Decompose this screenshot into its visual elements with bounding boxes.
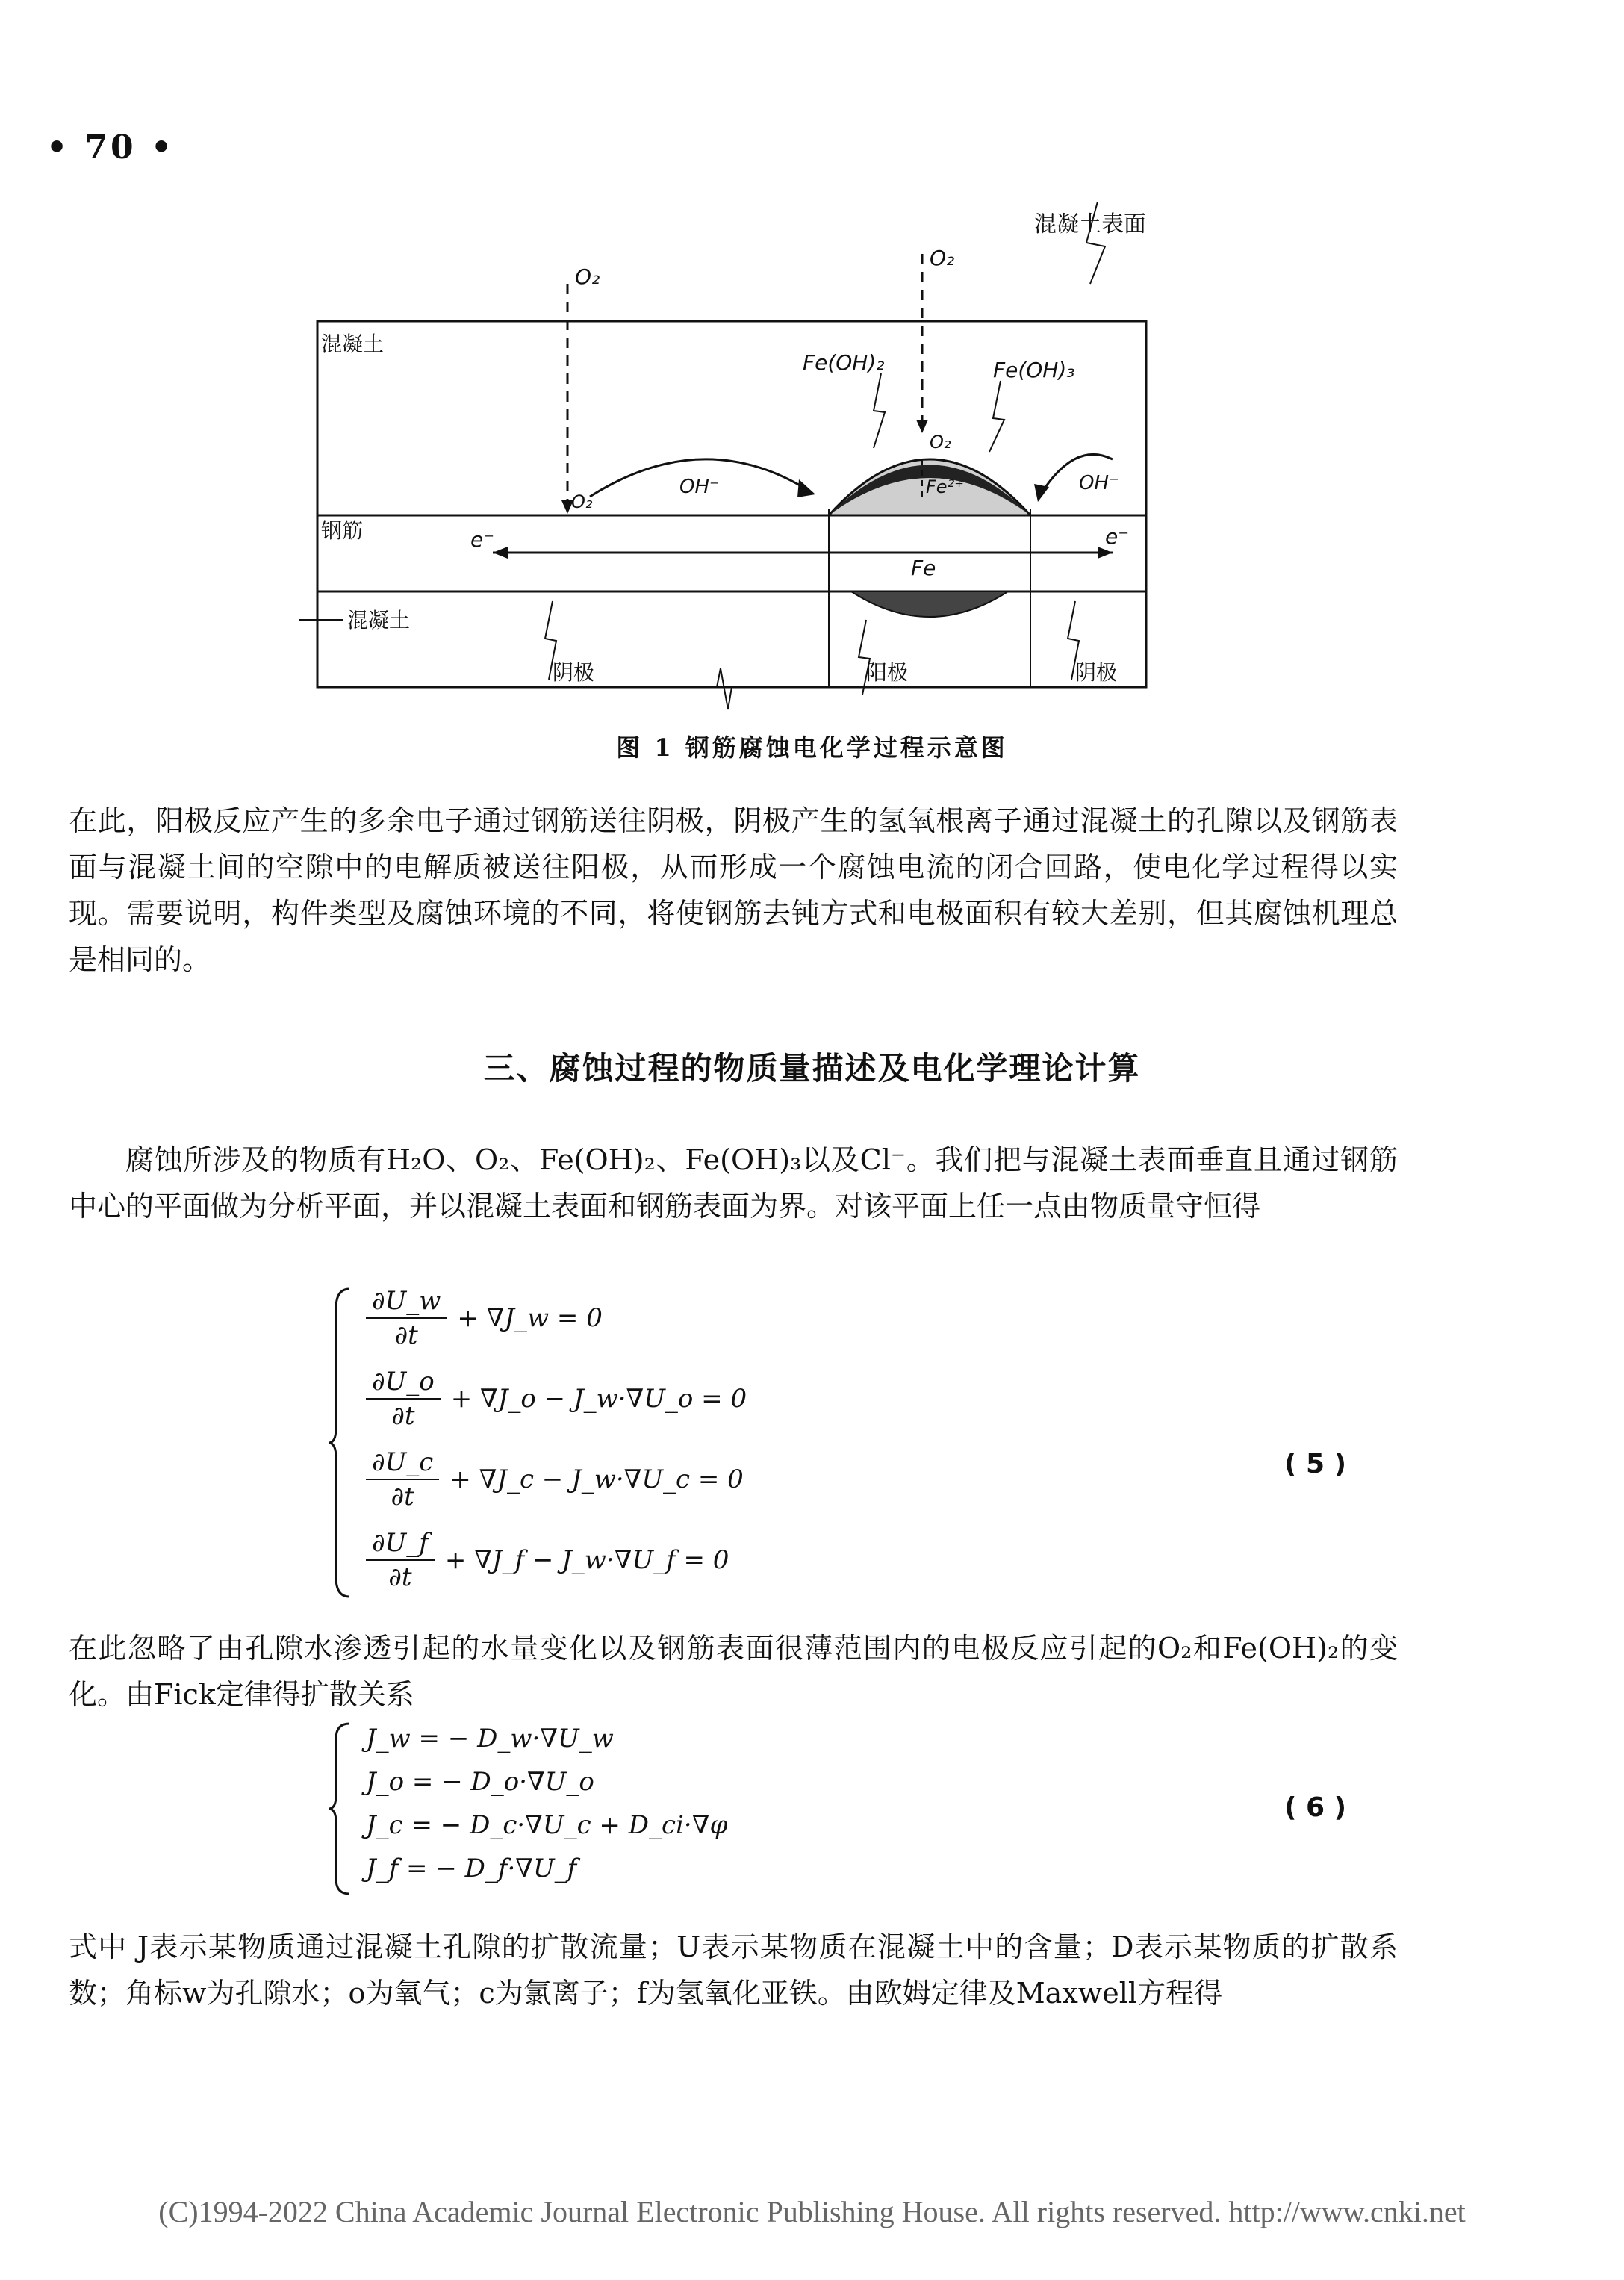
corrosion-diagram xyxy=(284,202,1180,799)
equation-6 xyxy=(329,1721,926,1897)
fraction: $\frac{\partial U\_w}{\partial t}$ xyxy=(366,1286,447,1350)
label-anode: 阳极 xyxy=(866,660,909,685)
break-mark xyxy=(717,668,732,709)
corrosion-pit xyxy=(851,591,1008,617)
o2-arrowhead-center xyxy=(916,420,928,433)
label-cathode-right: 阴极 xyxy=(1075,660,1118,685)
equation-6-number: ( 6 ) xyxy=(1284,1792,1347,1823)
label-rebar: 钢筋 xyxy=(321,518,364,543)
label-concrete-bottom: 混凝土 xyxy=(347,608,411,633)
equation-6-row: J_w = − D_w·∇U_w xyxy=(366,1724,614,1754)
equation-5-row: $\frac{\partial U\_o}{\partial t}$ + ∇J_o − J_w·∇U_o = 0 xyxy=(366,1367,747,1431)
label-fe2: Fe²⁺ xyxy=(926,476,964,497)
equation-5 xyxy=(329,1286,1075,1600)
label-o2-right: O₂ xyxy=(930,246,955,270)
fraction: $\frac{\partial U\_c}{\partial t}$ xyxy=(366,1447,439,1512)
equation-5-brace xyxy=(329,1286,351,1600)
label-o2-small-center: O₂ xyxy=(930,432,951,453)
electron-arrowhead-left xyxy=(493,547,508,559)
fraction: $\frac{\partial U\_f}{\partial t}$ xyxy=(366,1528,435,1592)
feoh3-leader xyxy=(989,381,1004,452)
paragraph-2: 腐蚀所涉及的物质有H₂O、O₂、Fe(OH)₂、Fe(OH)₃以及Cl⁻。我们把与混凝土表面垂直且通过钢筋中心的平面做为分析平面，并以混凝土表面和钢筋表面为界。对该平面上任一点由物质量守恒得 xyxy=(69,1143,1398,1223)
paragraph-1: 在此，阳极反应产生的多余电子通过钢筋送往阴极，阴极产生的氢氧根离子通过混凝土的孔隙以及钢筋表面与混凝土间的空隙中的电解质被送往阳极，从而形成一个腐蚀电流的闭合回路，使电化学过程得以实现。需要说明，构件类型及腐蚀环境的不同，将使钢筋去钝方式和电极面积有较大差别，但其腐蚀机理总是相同的。 xyxy=(69,804,1398,976)
equation-6-row: J_f = − D_f·∇U_f xyxy=(366,1854,577,1883)
label-concrete-top: 混凝土 xyxy=(321,332,385,356)
equation-6-brace xyxy=(329,1721,351,1897)
section-heading: 三、腐蚀过程的物质量描述及电化学理论计算 xyxy=(483,1050,1141,1087)
equation-5-number: ( 5 ) xyxy=(1284,1449,1347,1479)
page-number: • 70 • xyxy=(46,128,175,167)
label-e-left: e⁻ xyxy=(470,527,495,552)
equation-5-row: $\frac{\partial U\_f}{\partial t}$ + ∇J_f − J_w·∇U_f = 0 xyxy=(366,1528,729,1592)
fraction: $\frac{\partial U\_o}{\partial t}$ xyxy=(366,1367,441,1431)
oh-arrowhead-right xyxy=(1034,484,1049,502)
label-e-right: e⁻ xyxy=(1105,524,1130,549)
copyright-footer: (C)1994-2022 China Academic Journal Electronic Publishing House. All rights reserved. http://www.cnki.net xyxy=(158,2195,1466,2228)
paragraph-3: 在此忽略了由孔隙水渗透引起的水量变化以及钢筋表面很薄范围内的电极反应引起的O₂和Fe(OH)₂的变化。由Fick定律得扩散关系 xyxy=(69,1632,1398,1711)
paragraph-4: 式中 J表示某物质通过混凝土孔隙的扩散流量；U表示某物质在混凝土中的含量；D表示某物质的扩散系数；角标w为孔隙水；o为氧气；c为氯离子；f为氢氧化亚铁。由欧姆定律及Maxwell方程得 xyxy=(69,1930,1398,2010)
label-oh-right: OH⁻ xyxy=(1079,472,1119,494)
label-feoh2: Fe(OH)₂ xyxy=(803,350,885,375)
label-o2-left: O₂ xyxy=(575,264,600,289)
label-cathode-left: 阴极 xyxy=(553,660,595,685)
feoh2-leader xyxy=(874,373,885,448)
oh-arrowhead-left xyxy=(797,479,815,497)
equation-6-row: J_o = − D_o·∇U_o xyxy=(366,1767,594,1797)
label-feoh3: Fe(OH)₃ xyxy=(993,358,1075,382)
figure-caption: 图 1 钢筋腐蚀电化学过程示意图 xyxy=(616,733,1008,762)
label-oh-left: OH⁻ xyxy=(679,476,720,498)
equation-5-row: $\frac{\partial U\_c}{\partial t}$ + ∇J_c − J_w·∇U_c = 0 xyxy=(366,1447,744,1512)
label-concrete-surface: 混凝土表面 xyxy=(1034,211,1146,237)
label-o2-small-left: O₂ xyxy=(571,491,593,512)
diagram-svg xyxy=(284,202,1180,799)
equation-5-row: $\frac{\partial U\_w}{\partial t}$ + ∇J_w = 0 xyxy=(366,1286,603,1350)
equation-6-row: J_c = − D_c·∇U_c + D_ci·∇φ xyxy=(366,1810,728,1840)
label-fe: Fe xyxy=(911,556,936,580)
